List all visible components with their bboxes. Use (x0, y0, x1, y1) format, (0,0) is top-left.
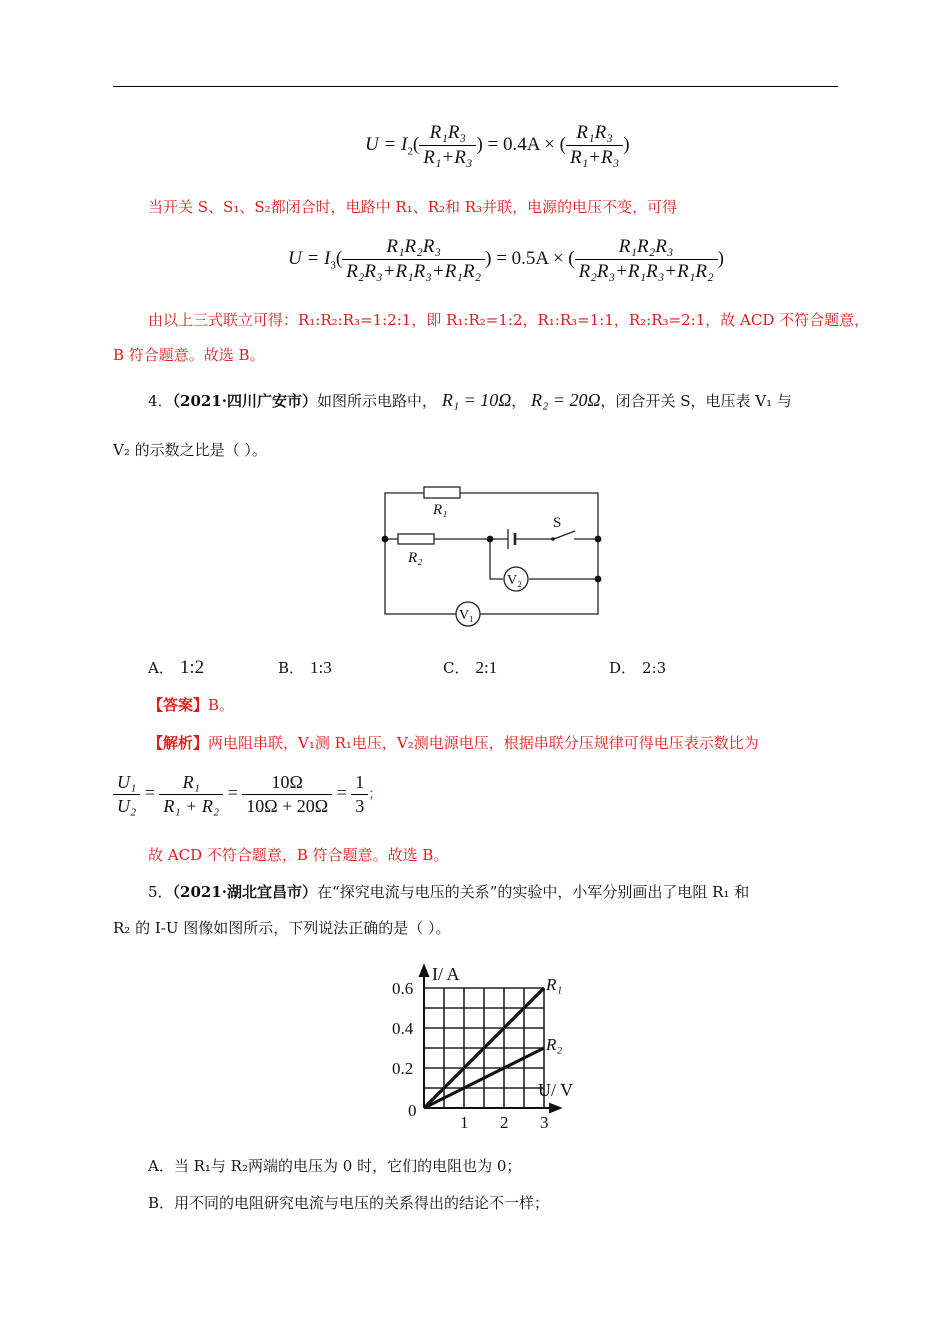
eq1-lhs: U = I (365, 133, 408, 155)
y-tick-label: 0.6 (392, 979, 414, 998)
eq2-lhs-sub: 3 (330, 259, 336, 272)
q4-stem-line-1 (148, 390, 792, 411)
y-axis-arrow (420, 966, 428, 976)
y-tick-label: 0.2 (392, 1059, 414, 1078)
label-v1: V₁ (459, 608, 474, 623)
y-axis-label: I/ A (432, 964, 460, 984)
switch-blade (554, 531, 575, 539)
label-r1: R₁ (433, 502, 448, 518)
series-label-2: R₂ (546, 1035, 563, 1054)
wire-r1-right (460, 493, 598, 539)
q5-option-b[interactable]: B．用不同的电阻研究电流与电压的关系得出的结论不一样； (148, 1194, 550, 1212)
equation-2 (288, 236, 724, 283)
label-v2: V₂ (507, 573, 522, 588)
eq1-frac-b: $\frac{\text{R₁R₃}}{\text{R₁+R₃}}$ (566, 122, 623, 169)
q4-option-c[interactable]: C． 2:1 (443, 658, 498, 677)
origin-label: 0 (408, 1101, 417, 1120)
header-rule (113, 86, 838, 87)
switch-line: 当开关 S、S₁、S₂都闭合时，电路中 R₁、R₂和 R₃并联，电源的电压不变，可得 (148, 198, 678, 216)
y-tick-label: 0.4 (392, 1019, 414, 1038)
q4-option-a[interactable]: A． 1:2 (148, 657, 205, 678)
q4-analysis: 【解析】两电阻串联，V₁测 R₁电压，V₂测电源电压，根据串联分压规律可得电压表示数比为 (148, 734, 759, 752)
eq2-open: ( (335, 247, 343, 269)
label-r2: R₂ (408, 550, 423, 566)
eq1-lhs-sub: 2 (407, 145, 413, 158)
node-left (382, 536, 389, 543)
eq2-frac-b: $\frac{\text{R₁R₂R₃}}{\text{R₂R₃+R₁R₃+R₁R₂}}$ (575, 236, 718, 283)
q4-number: 4． (148, 392, 173, 410)
wire-v2-left (490, 539, 503, 579)
q4-text-2: ，闭合开关 S，电压表 V₁ 与 (600, 392, 792, 410)
eq1-open: ( (412, 133, 420, 155)
eq1-close: ) (623, 133, 630, 155)
q5-option-a[interactable]: A．当 R₁与 R₂两端的电压为 0 时，它们的电阻也为 0； (148, 1157, 522, 1175)
series-label-1: R₁ (546, 975, 563, 994)
node-right-bottom (595, 576, 602, 583)
x-tick-label: 3 (540, 1113, 549, 1132)
q5-stem-line-2: R₂ 的 I-U 图像如图所示，下列说法正确的是（ ）。 (113, 919, 451, 937)
q4-stem-line-2: V₂ 的示数之比是（ ）。 (113, 441, 267, 459)
q4-option-d[interactable]: D． 2:3 (609, 659, 667, 677)
ratio-equation: $\frac{\text{U₁}}{\text{U₂}}$ = $\frac{\text{R₁}}{\text{R₁ + R₂}}$ = $\frac{10\Omega}{10\Omega + 20\Omega}$ = $\frac{1}{3}$ ； (113, 772, 382, 817)
resistor-r2 (398, 534, 434, 544)
resistor-r1 (424, 487, 460, 498)
conclusion-line-1: 由以上三式联立可得：R₁:R₂:R₃=1:2:1，即 R₁:R₂=1:2，R₁:R₃=1:1，R₂:R₃=2:1，故 ACD 不符合题意， (148, 311, 870, 329)
wire-r1-left (385, 493, 424, 539)
x-axis-label: U/ V (538, 1080, 574, 1100)
q4-r1: R₁ = 10Ω (441, 390, 512, 410)
eq2-lhs: U = I (288, 247, 331, 269)
iu-chart (378, 955, 600, 1137)
switch-pivot (551, 537, 555, 541)
equation-1 (365, 122, 630, 169)
node-right-top (595, 536, 602, 543)
q5-stem-line-1: 5．（2021·湖北宜昌市）在“探究电流与电压的关系”的实验中，小军分别画出了电阻 R₁ 和 (148, 883, 750, 901)
label-s: S (553, 515, 562, 531)
q4-final: 故 ACD 不符合题意，B 符合题意。故选 B。 (148, 846, 449, 864)
x-tick-label: 2 (500, 1113, 509, 1132)
node-mid (487, 536, 494, 543)
eq2-frac-a: $\frac{\text{R₁R₂R₃}}{\text{R₂R₃+R₁R₃+R₁R₂}}$ (342, 236, 485, 283)
circuit-diagram (370, 482, 615, 630)
x-tick-label: 1 (460, 1113, 469, 1132)
eq1-mid: ) = 0.4A × ( (476, 133, 566, 155)
q4-r2: R₂ = 20Ω (531, 390, 601, 410)
eq2-close: ) (717, 247, 724, 269)
x-axis-arrow (550, 1104, 560, 1112)
eq1-frac-a: $\frac{\text{R₁R₃}}{\text{R₁+R₃}}$ (419, 122, 476, 169)
eq2-mid: ) = 0.5A × ( (485, 247, 575, 269)
q4-text-1: 如图所示电路中， (317, 392, 438, 410)
q4-source: （2021·四川广安市） (172, 392, 318, 410)
wire-v1-right (480, 539, 598, 614)
conclusion-line-2: B 符合题意。故选 B。 (113, 346, 265, 364)
q4-sep: ， (511, 392, 527, 410)
q4-option-b[interactable]: B． 1:3 (278, 658, 332, 677)
q4-answer: 【答案】B。 (148, 696, 235, 714)
